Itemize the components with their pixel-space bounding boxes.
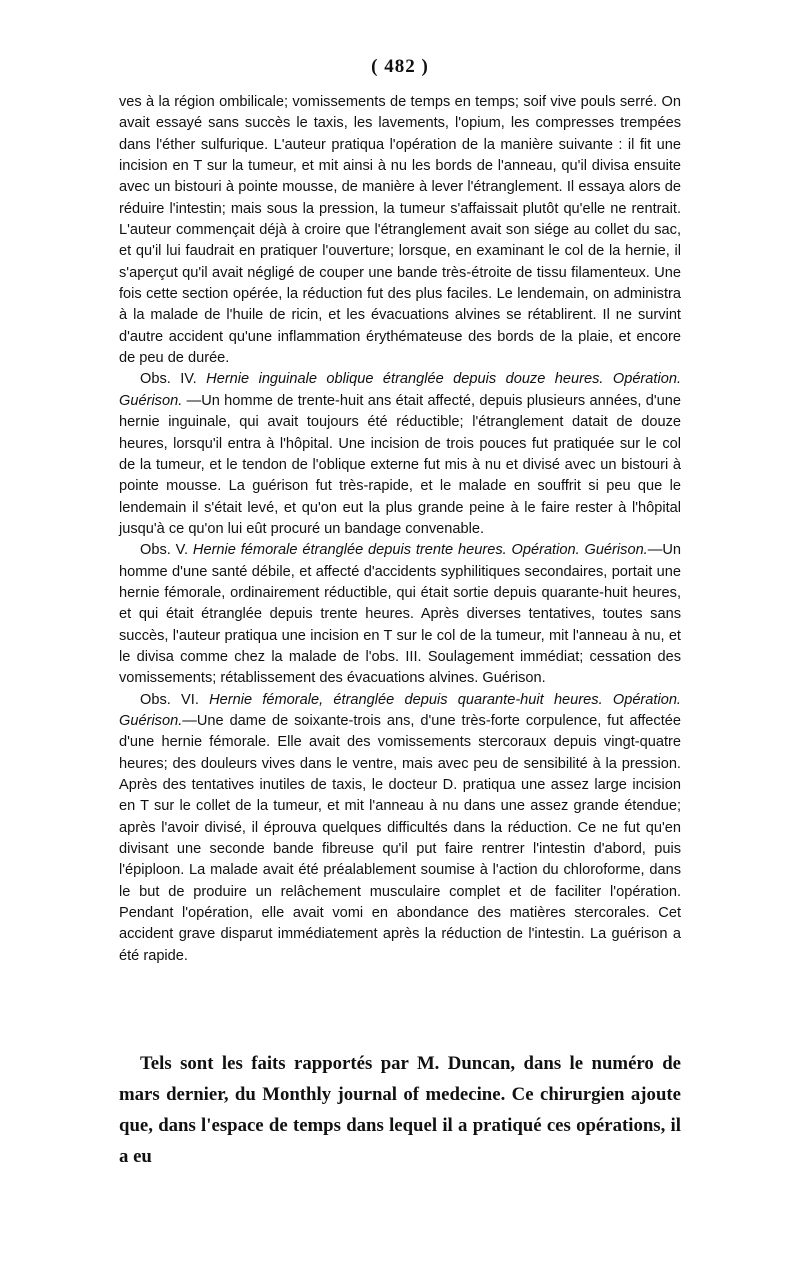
obs-text: —Une dame de soixante-trois ans, d'une très-forte corpulence, fut affectée d'une hernie fémorale. Elle avait des vomissements stercoraux depuis vingt-quatre heures; des douleurs vives dans le ventre, mais avec peu de sensibilité à la pression. Après des tentatives inutiles de taxis, le docteur D. pratiqua une assez large incision en T sur le collet de la tumeur, et mit l'anneau à nu dans une assez grande étendue; après l'avoir divisé, il éprouva quelques difficultés dans la réduction. Ce ne fut qu'en divisant une seconde bande fibreuse qu'il put faire rentrer l'intestin d'abord, puis l'épiploon. La malade avait été préalablement soumise à l'action du chloroforme, dans le but de produire un relâchement musculaire complet et de faciliter l'opération. Pendant l'opération, elle avait vomi en abondance des matières stercorales. Cet accident grave disparut immédiatement après la réduction de l'intestin. La guérison a été rapide. [119,712,681,964]
obs-text: —Un homme d'une santé débile, et affecté d'accidents syphilitiques secondaires, portait une hernie fémorale, ordinairement réductible, qui était sortie depuis quarante-huit heures, et qui était étranglée depuis trente heures. Après diverses tentatives, toutes sans succès, l'auteur pratiqua une incision en T sur le col de la tumeur, mit l'anneau à nu, et le divisa comme chez la malade de l'obs. III. Soulagement immédiat; cessation des vomissements; rétablissement des évacuations alvines. Guérison. [119,542,681,687]
obs-title: Hernie fémorale, étranglée depuis quarante-huit heures. Opération. Guérison. [119,691,681,729]
observation-5 [119,540,681,689]
obs-title: Hernie inguinale oblique étranglée depuis douze heures. Opération. Guérison. [119,371,681,409]
closing-paragraph [119,1048,681,1172]
observation-6 [119,690,681,967]
page-number: ( 482 ) [371,56,429,77]
paragraph-continuation: ves à la région ombilicale; vomissements de temps en temps; soif vive pouls serré. On avait essayé sans succès le taxis, les lavements, l'opium, les compresses trempées dans l'éther sulfurique. L'auteur pratiqua l'opération de la manière suivante : il fit une incision en T sur la tumeur, et mit ainsi à nu les bords de l'anneau, qu'il divisa ensuite avec un bistouri à pointe mousse, de manière à lever l'étranglement. Il essaya alors de réduire l'intestin; mais sous la pression, la tumeur s'affaissait plutôt qu'elle ne rentrait. L'auteur commençait déjà à croire que l'étranglement avait son siége au collet du sac, et qu'il lui faudrait en pratiquer l'ouverture; lorsque, en examinant le col de la hernie, il s'aperçut qu'il avait négligé de couper une bande très-étroite de tissu filamenteux. Une fois cette section opérée, la réduction fut des plus faciles. Le lendemain, on administra à la malade de l'huile de ricin, et les évacuations alvines se rétablirent. Il ne survint d'autre accident qu'une inflammation érythémateuse des bords de la plaie, et encore de peu de durée. [119,94,681,367]
obs-label: Obs. V. [140,542,189,559]
closing-text: Tels sont les faits rapportés par M. Duncan, dans le numéro de mars dernier, du Monthly journal of medecine. Ce chirurgien ajoute que, dans l'espace de temps dans lequel il a pratiqué ces opérations, il a eu [119,1053,681,1167]
body-text [119,92,681,967]
obs-label: Obs. VI. [140,691,199,708]
obs-label: Obs. IV. [140,371,197,388]
obs-title: Hernie fémorale étranglée depuis trente heures. Opération. Guérison. [192,542,648,559]
obs-text: —Un homme de trente-huit ans était affecté, depuis plusieurs années, d'une hernie inguinale, qui avait toujours été réductible; l'étranglement datait de douze heures, lorsqu'il entra à l'hôpital. Une incision de trois pouces fut pratiquée sur le col de la tumeur, et le tendon de l'oblique externe fut mis à nu et divisé avec un bistouri à pointe mousse. La guérison fut très-rapide, et le malade en souffrit si peu que le lendemain il s'était levé, et qu'on eut la plus grande peine à le faire rester à l'hôpital jusqu'à ce qu'on lui eût procuré un bandage convenable. [119,392,681,537]
observation-4 [119,369,681,540]
